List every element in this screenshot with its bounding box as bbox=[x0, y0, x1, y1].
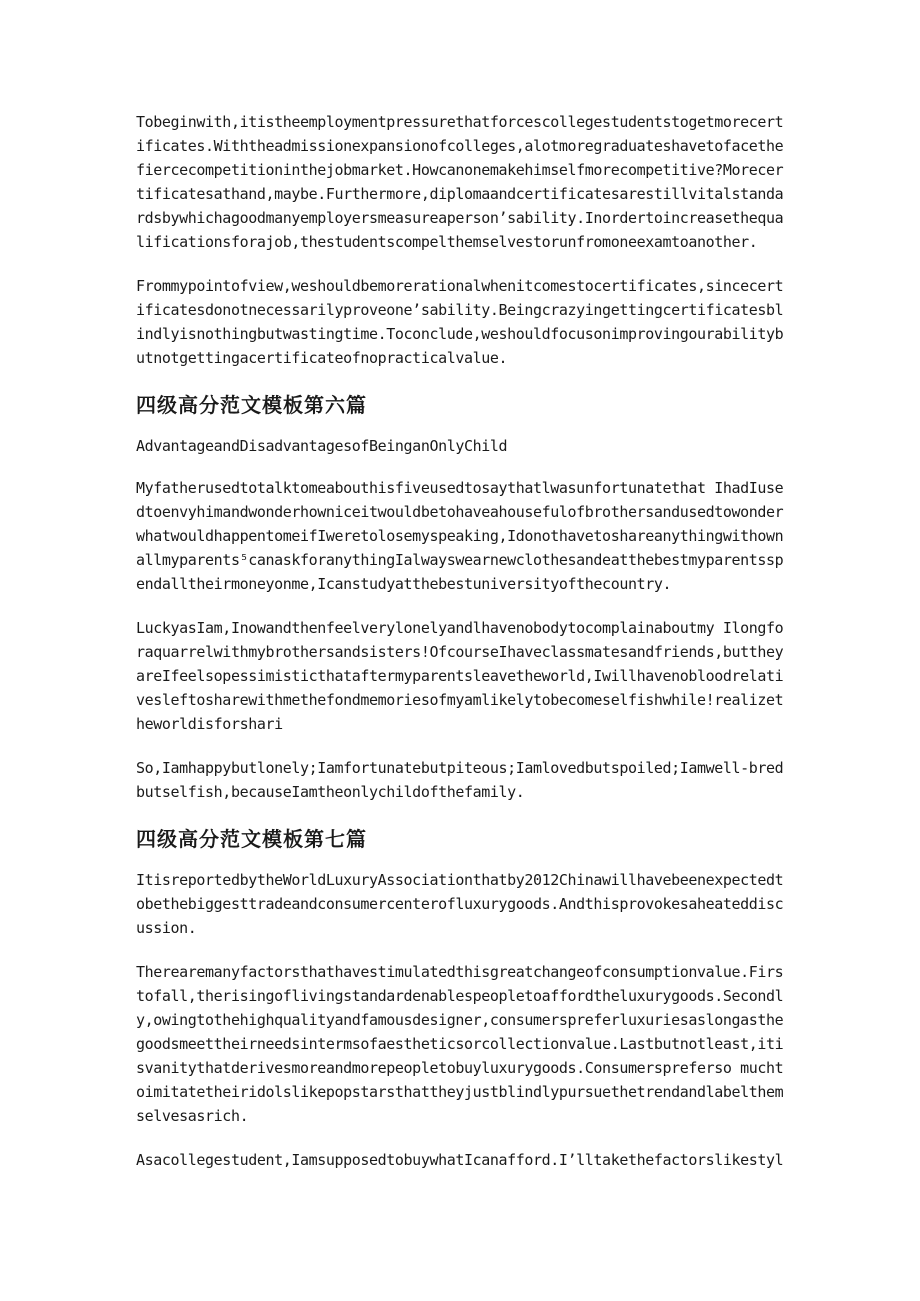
essay-title: AdvantageandDisadvantagesofBeinganOnlyChild bbox=[136, 437, 508, 455]
section-7-heading: 四级高分范文模板第七篇 bbox=[136, 827, 367, 851]
section-7-paragraph-3: Asacollegestudent,IamsupposedtobuywhatIcanafford.I’lltakethefactorslikestyl bbox=[136, 1151, 784, 1169]
section-7-paragraph-1: ItisreportedbytheWorldLuxuryAssociationthatby2012Chinawillhavebeenexpectedtobethebiggesttradeandconsumercenterofluxurygoods.Andthisprovokesaheateddiscussion. bbox=[136, 871, 784, 937]
intro-paragraph-1: Tobeginwith,itistheemploymentpressurethatforcescollegestudentstogetmorecertificates.Withtheadmissionexpansionofcolleges,alotmoregraduateshavetofacethefiercecompetitioninthejobmarket.Howcanonemakehimselfmorecompetitive?Morecertificatesathand,maybe.Furthermore,diplomaandcertificatesarestillvitalstandardsbywhichagoodmanyemployersmeasureaperson’sability.Inordertoincreasethequalificationsforajob,thestudentscompelthemselvestorunfromoneexamtoanother. bbox=[136, 113, 784, 251]
section-6-paragraph-3: So,Iamhappybutlonely;Iamfortunatebutpiteous;Iamlovedbutspoiled;Iamwell-bredbutselfish,becauseIamtheonlychildofthefamily. bbox=[136, 759, 784, 801]
section-6-heading: 四级高分范文模板第六篇 bbox=[136, 393, 367, 417]
section-7-paragraph-2: Therearemanyfactorsthathavestimulatedthisgreatchangeofconsumptionvalue.Firstofall,therisingoflivingstandardenablespeopletoaffordtheluxurygoods.Secondly,owingtothehighqualityandfamousdesigner,consumerspreferluxuriesaslongasthegoodsmeettheirneedsintermsofaestheticsorcollectionvalue.Lastbutnotleast,itisvanitythatderivesmoreandmorepeopletobuyluxurygoods.Consumerspreferso muchtoimitatetheiridolslikepopstarsthattheyjustblindlypursuethetrendandlabelthemselvesasrich. bbox=[136, 963, 784, 1125]
section-6-paragraph-1: Myfatherusedtotalktomeabouthisfiveusedtosaythatlwasunfortunatethat IhadIusedtoenvyhimandwonderhowniceitwouldbetohaveahousefulofbrothersandusedtowonderwhatwouldhappentomeifIweretolosemyspeaking,Idonothavetoshareanythingwithownallmyparents⁵canaskforanythingIalwayswearnewclothesandeatthebestmyparentsspendalltheirmoneyonme,Icanstudyatthebestuniversityofthecountry. bbox=[136, 479, 784, 593]
document-page bbox=[136, 110, 784, 1192]
section-6-paragraph-2: LuckyasIam,Inowandthenfeelverylonelyandlhavenobodytocomplainaboutmy Ilongforaquarrelwithmybrothersandsisters!OfcourseIhaveclassmatesandfriends,buttheyareIfeelsopessimisticthataftermyparentsleavetheworld,Iwillhavenobloodrelativesleftosharewithmethefondmemoriesofmyamlikelytobecomeselfishwhile!realizetheworldisforshari bbox=[136, 619, 784, 733]
intro-paragraph-2: Frommypointofview,weshouldbemorerationalwhenitcomestocertificates,sincecertificatesdonotnecessarilyproveone’sability.Beingcrazyingettingcertificatesblindlyisnothingbutwastingtime.Toconclude,weshouldfocusonimprovingourabilitybutnotgettingacertificateofnopracticalvalue. bbox=[136, 277, 784, 367]
